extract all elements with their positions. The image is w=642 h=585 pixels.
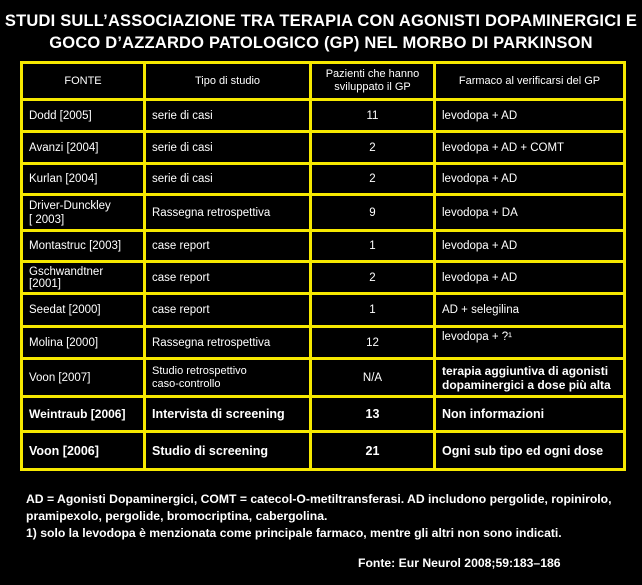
cell-farmaco: levodopa + AD [435,262,625,294]
cell-fonte: Gschwandtner [2001] [22,262,145,294]
cell-farmaco: levodopa + AD [435,231,625,262]
cell-fonte: Avanzi [2004] [22,132,145,164]
table-row [22,100,625,132]
footnote-abbreviations: AD = Agonisti Dopaminergici, COMT = catecol-O-metiltransferasi. AD includono pergolide, ropinirolo, [26,492,612,506]
header-pazienti-line-2: sviluppato il GP [334,81,411,93]
cell-tipo: Rassegna retrospettiva [145,327,311,359]
cell-fonte: Seedat [2000] [22,294,145,327]
cell-farmaco: Non informazioni [435,397,625,432]
header-tipo-studio: Tipo di studio [145,63,311,100]
header-farmaco: Farmaco al verificarsi del GP [435,63,625,100]
table-row [22,231,625,262]
page-title [0,10,642,54]
table-row [22,164,625,195]
cell-fonte: Molina [2000] [22,327,145,359]
header-fonte: FONTE [22,63,145,100]
cell-pazienti: N/A [311,359,435,397]
title-line-2: GOCO D’AZZARDO PATOLOGICO (GP) NEL MORBO DI PARKINSON [49,34,593,52]
footnote-1: 1) solo la levodopa è menzionata come principale farmaco, mentre gli altri non sono indicati. [26,526,562,540]
cell-farmaco: levodopa + DA [435,195,625,231]
header-pazienti [311,63,435,100]
footnote-abbreviations-cont: pramipexolo, pergolide, bromocriptina, cabergolina. [26,509,328,523]
table-row [22,262,625,294]
cell-tipo [145,359,311,397]
cell-tipo: case report [145,262,311,294]
cell-tipo: serie di casi [145,100,311,132]
cell-pazienti: 1 [311,294,435,327]
cell-tipo: Intervista di screening [145,397,311,432]
cell-farmaco-line-1: terapia aggiuntiva di agonisti [442,363,609,378]
table-row [22,432,625,470]
cell-tipo-line-2: caso-controllo [152,377,221,390]
table-row [22,359,625,397]
cell-farmaco-line-2: dopaminergici a dose più alta [442,377,611,392]
title-line-1: STUDI SULL’ASSOCIAZIONE TRA TERAPIA CON AGONISTI DOPAMINERGICI E [4,12,638,30]
table-row [22,397,625,432]
footnotes [26,491,626,542]
cell-pazienti: 1 [311,231,435,262]
cell-fonte: Weintraub [2006] [22,397,145,432]
cell-tipo: Studio di screening [145,432,311,470]
cell-tipo: serie di casi [145,164,311,195]
cell-pazienti: 21 [311,432,435,470]
cell-fonte: Montastruc [2003] [22,231,145,262]
cell-fonte: Kurlan [2004] [22,164,145,195]
cell-tipo: serie di casi [145,132,311,164]
cell-pazienti: 13 [311,397,435,432]
cell-tipo-line-1: Studio retrospettivo [152,364,247,377]
cell-farmaco: levodopa + AD + COMT [435,132,625,164]
table-header-row [22,63,625,100]
cell-pazienti: 9 [311,195,435,231]
cell-farmaco: levodopa + AD [435,164,625,195]
cell-tipo: Rassegna retrospettiva [145,195,311,231]
cell-pazienti: 2 [311,132,435,164]
cell-farmaco [435,359,625,397]
cell-fonte-line-1: Driver-Dunckley [29,199,111,212]
table-row [22,294,625,327]
cell-fonte: Dodd [2005] [22,100,145,132]
cell-fonte [22,195,145,231]
table-row [22,195,625,231]
cell-farmaco: levodopa + ?¹ [435,327,625,359]
cell-fonte-line-2: [ 2003] [29,213,65,226]
table-row [22,132,625,164]
cell-pazienti: 2 [311,164,435,195]
cell-tipo: case report [145,294,311,327]
cell-pazienti: 11 [311,100,435,132]
cell-tipo: case report [145,231,311,262]
cell-pazienti: 2 [311,262,435,294]
cell-farmaco: AD + selegilina [435,294,625,327]
cell-pazienti: 12 [311,327,435,359]
cell-farmaco: levodopa + AD [435,100,625,132]
header-pazienti-line-1: Pazienti che hanno [325,68,420,80]
source-citation: Fonte: Eur Neurol 2008;59:183–186 [358,556,561,570]
table-row [22,327,625,359]
cell-fonte: Voon [2006] [22,432,145,470]
cell-farmaco: Ogni sub tipo ed ogni dose [435,432,625,470]
studies-table [20,61,626,471]
cell-fonte: Voon [2007] [22,359,145,397]
